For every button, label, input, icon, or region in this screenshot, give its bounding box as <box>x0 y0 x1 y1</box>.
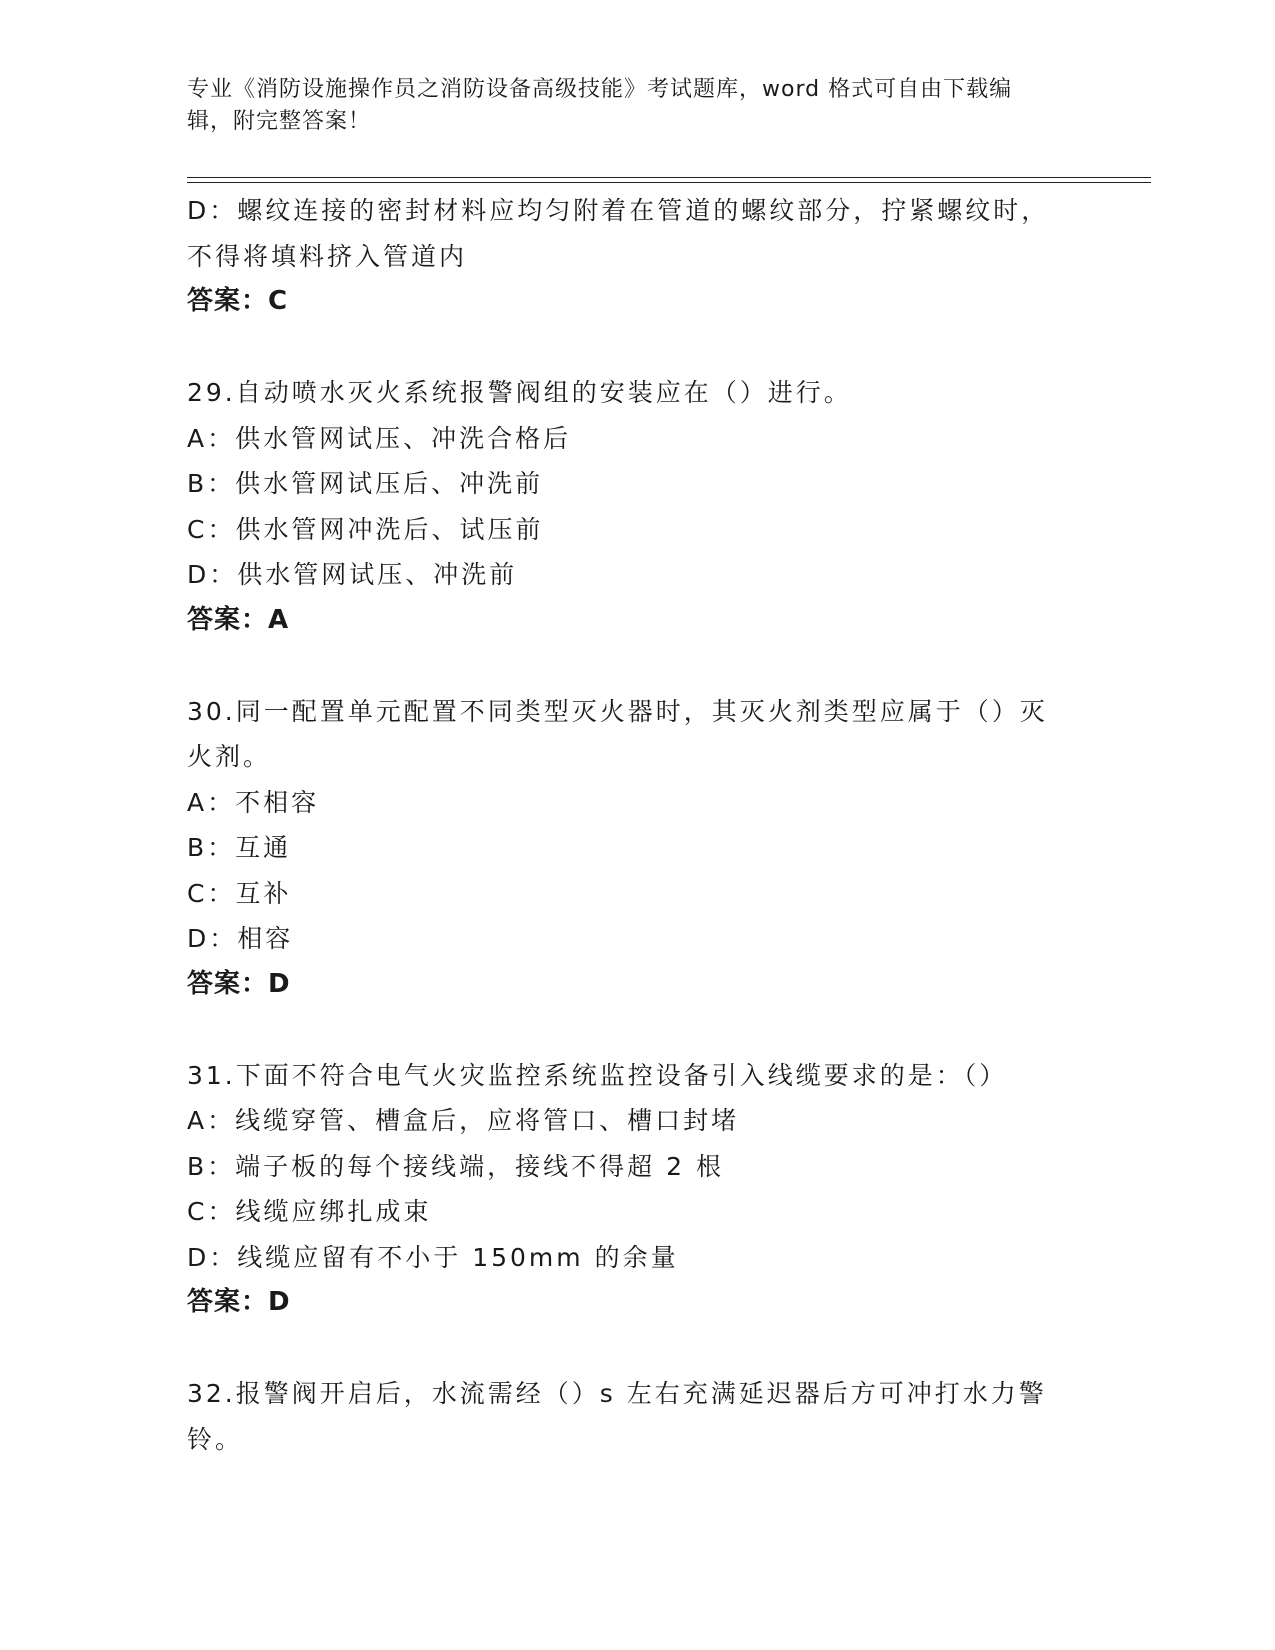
option-d: D：相容 <box>187 924 294 953</box>
spacer <box>187 643 1087 689</box>
option-d: D：螺纹连接的密封材料应均匀附着在管道的螺纹部分，拧紧螺纹时， <box>187 196 1050 225</box>
option-b: B：端子板的每个接线端，接线不得超 2 根 <box>187 1151 724 1181</box>
spacer <box>187 1326 1087 1372</box>
answer: 答案：A <box>187 604 290 635</box>
answer: 答案：D <box>187 968 291 999</box>
question-text-continued: 铃。 <box>187 1424 244 1454</box>
question-text-continued: 火剂。 <box>187 742 272 771</box>
spacer <box>187 325 1087 371</box>
answer: 答案：C <box>187 286 289 316</box>
option-b: B：供水管网试压后、冲洗前 <box>187 469 544 498</box>
question-29 <box>187 370 1087 643</box>
header-line-1: 专业《消防设施操作员之消防设备高级技能》考试题库，word 格式可自由下载编 <box>187 77 1013 102</box>
option-d-continued: 不得将填料挤入管道内 <box>187 241 468 271</box>
header-line-2: 辑，附完整答案！ <box>187 109 372 134</box>
question-text: 30.同一配置单元配置不同类型灭火器时，其灭火剂类型应属于（）灭 <box>187 696 1048 726</box>
option-c: C：互补 <box>187 878 292 908</box>
question-text: 29.自动喷水灭火系统报警阀组的安装应在（）进行。 <box>187 378 852 407</box>
question-text: 32.报警阀开启后，水流需经（）s 左右充满延迟器后方可冲打水力警 <box>187 1379 1047 1408</box>
option-d: D：线缆应留有不小于 150mm 的余量 <box>187 1242 679 1272</box>
question-31 <box>187 1053 1087 1326</box>
option-a: A：不相容 <box>187 787 320 817</box>
question-30 <box>187 689 1087 1008</box>
option-d: D：供水管网试压、冲洗前 <box>187 560 518 589</box>
question-list <box>187 188 1087 1462</box>
question-32 <box>187 1371 1087 1462</box>
question-28-tail <box>187 188 1087 325</box>
option-b: B：互通 <box>187 833 292 862</box>
option-a: A：供水管网试压、冲洗合格后 <box>187 423 572 453</box>
option-c: C：线缆应绑扎成束 <box>187 1197 432 1226</box>
page-header <box>187 74 1067 138</box>
spacer <box>187 1007 1087 1053</box>
question-text: 31.下面不符合电气火灾监控系统监控设备引入线缆要求的是：（） <box>187 1060 1008 1090</box>
option-c: C：供水管网冲洗后、试压前 <box>187 514 544 544</box>
answer: 答案：D <box>187 1287 291 1317</box>
header-divider-top <box>187 177 1151 178</box>
header-divider-bottom <box>187 182 1151 183</box>
option-a: A：线缆穿管、槽盒后，应将管口、槽口封堵 <box>187 1106 740 1135</box>
